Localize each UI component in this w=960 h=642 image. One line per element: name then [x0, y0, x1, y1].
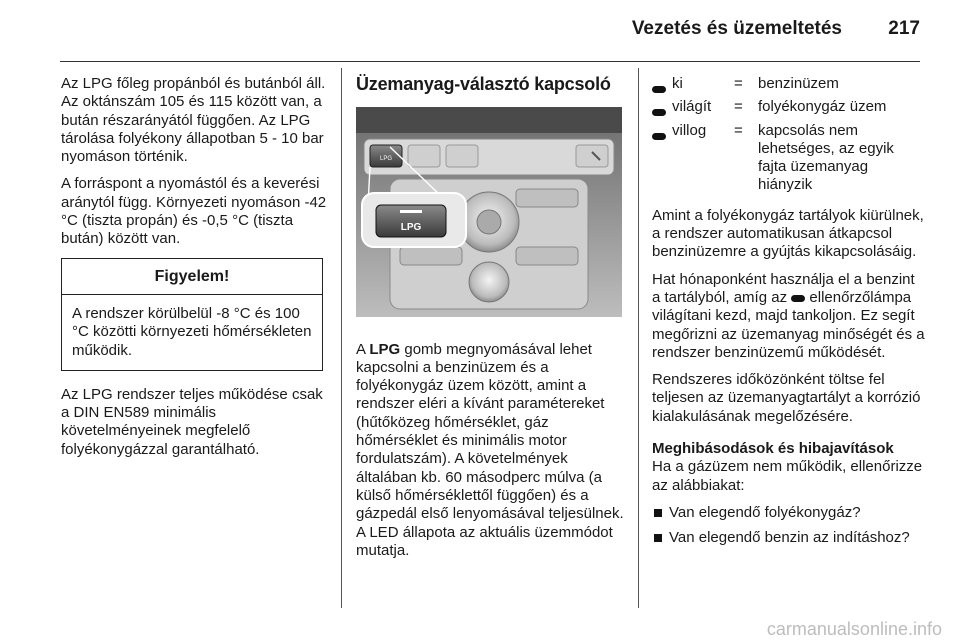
lpg-label-large: LPG: [400, 222, 422, 234]
paragraph: A LPG gomb megnyomásával lehet kapcsolni a benzinüzem és a folyékonygáz üzem között, amint a rendszer eléri a kívánt paramétereket (hűtőközeg hőmérséklet, gáz hőmérséklet és minimális motor fordulatszám). A követelmények általában kb. 60 másodperc múlva (a külső hőmérséklettől függően) és a gázpedál első lenyomásával teljesülnek. A LED állapota az aktuális üzemmódot mutatja.: [356, 340, 624, 559]
legend-state: ki: [672, 75, 683, 92]
lpg-switch-photo: [356, 107, 622, 317]
led-icon: [791, 295, 805, 302]
bullet-icon: [654, 534, 662, 542]
column-divider: [638, 68, 639, 608]
watermark: carmanualsonline.info: [766, 619, 942, 639]
paragraph: Rendszeres időközönként töltse fel teljesen az üzemanyagtartályt a korrózió kialakulásának megelőzésére.: [652, 371, 921, 425]
paragraph: Ha a gázüzem nem működik, ellenőrizze az alábbiakat:: [652, 458, 923, 494]
column-1: [61, 75, 329, 468]
lpg-label-small: LPG: [379, 156, 393, 163]
caution-text: A rendszer körülbelül -8 °C és 100 °C közötti környezeti hőmérsékleten működik.: [72, 304, 312, 359]
caution-title: Figyelem!: [62, 259, 322, 295]
led-icon: [652, 133, 666, 140]
led-icon: [652, 86, 666, 93]
column-divider: [341, 68, 342, 608]
legend-meaning: benzinüzem: [758, 75, 839, 92]
paragraph: A forráspont a nyomástól és a keverési aránytól függ. Környezeti nyomáson -42 °C (tiszta propán) és -0,5 °C (tiszta bután) között van.: [61, 175, 327, 248]
legend-meaning: folyékonygáz üzem: [758, 98, 887, 116]
caution-box: [61, 258, 323, 371]
paragraph: Hat hónaponként használja el a benzint a tartályból, amíg az ellenőrzőlámpa világítani kezd, majd tankoljon. Ez segít megőrizni az üzemanyag minőségét és a rendszer benzinüzemű működését.: [652, 270, 925, 361]
column-2: [356, 75, 626, 569]
bullet-icon: [654, 509, 662, 517]
legend-state: világít: [672, 98, 712, 116]
section-heading: Üzemanyag-választó kapcsoló: [356, 74, 611, 94]
led-icon: [652, 109, 666, 116]
legend-row: villog = kapcsolás nem lehetséges, az egyik fajta üzemanyag hiányzik: [652, 122, 908, 195]
list-item: Van elegendő benzin az indításhoz?: [652, 529, 927, 547]
page-number: 217: [888, 18, 920, 39]
legend-state: villog: [672, 121, 707, 139]
column-3: [652, 75, 927, 555]
list-item: Van elegendő folyékonygáz?: [652, 504, 927, 522]
legend-row: ki = benzinüzem: [652, 75, 908, 98]
lpg-button-term: LPG: [369, 340, 401, 358]
paragraph: Az LPG rendszer teljes működése csak a DIN EN589 minimális követelményeinek megfelelő folyékonygázzal garantálható.: [61, 385, 323, 458]
subheading: Meghibásodások és hibajavítások: [652, 440, 894, 458]
legend-row: világít = folyékonygáz üzem: [652, 98, 908, 121]
checklist: [652, 504, 927, 548]
legend-meaning: kapcsolás nem lehetséges, az egyik fajta üzemanyag hiányzik: [758, 121, 894, 194]
paragraph: Az LPG főleg propánból és butánból áll. Az oktánszám 105 és 115 között van, a bután részarányától függően. Az LPG tárolása folyékony állapotban 5 - 10 bar nyomáson történik.: [61, 75, 326, 166]
header-rule: [60, 61, 920, 62]
led-legend: [652, 75, 908, 195]
paragraph: Amint a folyékonygáz tartályok kiürülnek, a rendszer automatikusan átkapcsol benzinüzemre a gyújtás kikapcsolásáig.: [652, 206, 924, 261]
running-header: Vezetés és üzemeltetés: [631, 18, 842, 39]
